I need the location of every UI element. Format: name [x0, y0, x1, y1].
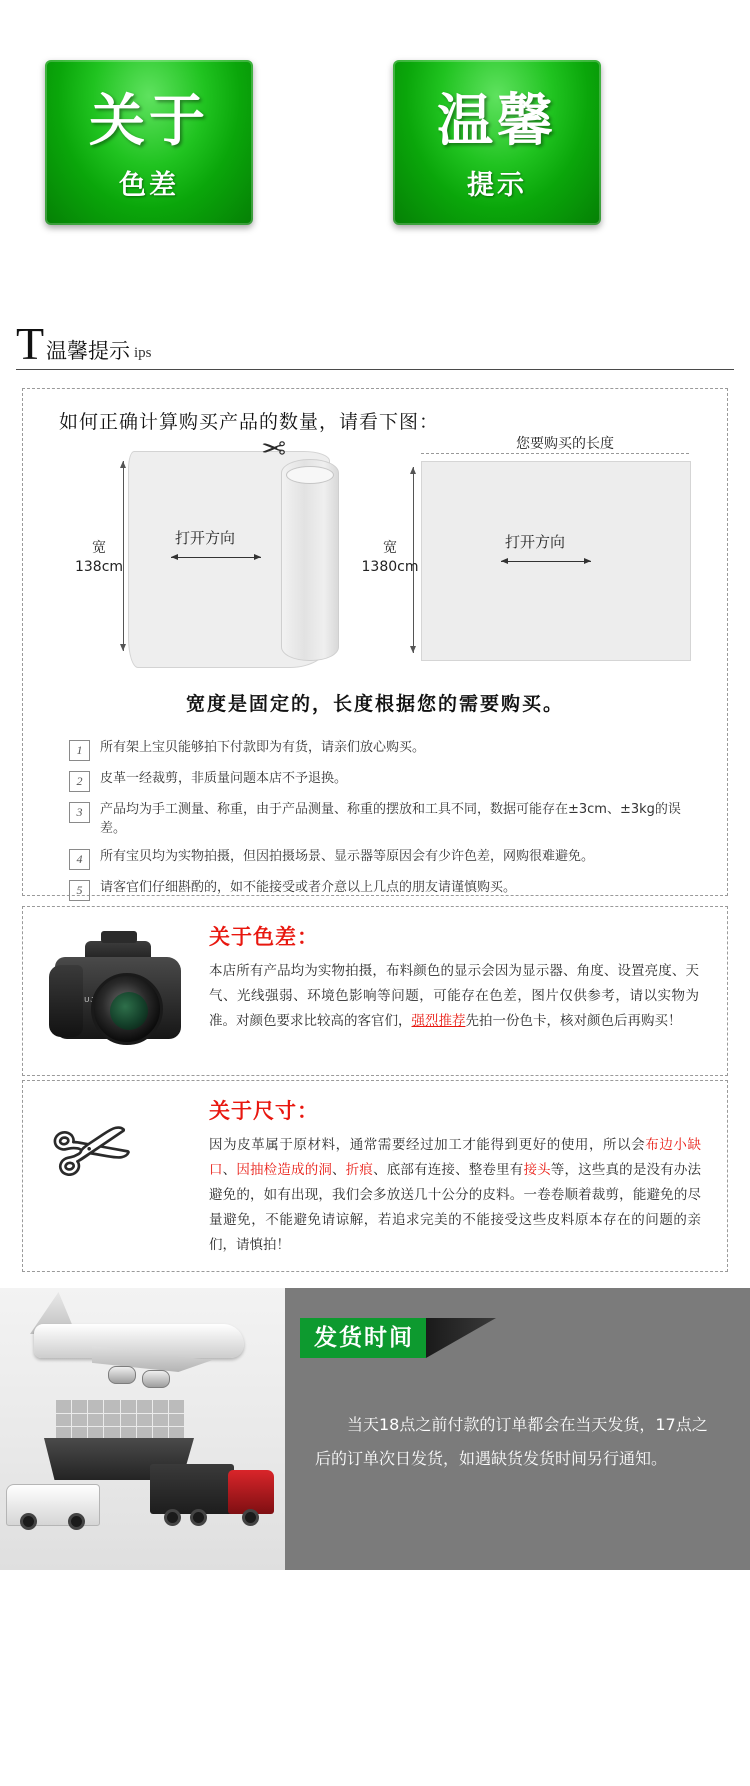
- open-direction-arrow-left: [171, 557, 261, 558]
- size-highlight-1: 布边小缺口: [209, 1137, 702, 1178]
- roll-cylinder-shape: [281, 459, 339, 661]
- van-wheel: [20, 1513, 37, 1530]
- badge-row: [0, 55, 750, 275]
- color-difference-text-part2: 先拍一份色卡，核对颜色后再购买！: [465, 1012, 682, 1029]
- size-text-part2: 、: [222, 1161, 237, 1178]
- size-highlight-3: 折痕: [345, 1161, 374, 1178]
- camera-flash-shape: [101, 931, 137, 943]
- badge-color-difference-title: 关于: [89, 89, 209, 154]
- size-highlight-2: 因抽检造成的洞: [236, 1161, 333, 1178]
- airplane-engine-shape: [108, 1366, 136, 1384]
- size-text-part1: 因为皮革属于原材料，通常需要经过加工才能得到更好的使用，所以会: [209, 1137, 646, 1153]
- badge-warm-tips-title: 温馨: [437, 89, 557, 154]
- list-item-text: 产品均为手工测量、称重，由于产品测量、称重的摆放和工具不同，数据可能存在±3cm、±3kg的误差。: [100, 802, 681, 836]
- open-direction-label-right: 打开方向: [505, 533, 566, 551]
- list-item: [69, 879, 699, 901]
- left-width-dimension: [71, 539, 127, 577]
- list-item-number: 3: [69, 802, 90, 823]
- list-item: [69, 801, 699, 839]
- list-item: [69, 770, 699, 792]
- open-direction-arrow-right: [501, 561, 591, 562]
- truck-icon: [150, 1464, 274, 1520]
- color-difference-panel: [22, 906, 728, 1076]
- list-item: [69, 739, 699, 761]
- list-item-number: 5: [69, 880, 90, 901]
- list-item-text: 所有宝贝均为实物拍摄，但因拍摄场景、显示器等原因会有少许色差，网购很难避免。: [100, 848, 595, 864]
- tips-header-letter: T: [16, 318, 45, 369]
- truck-trailer-shape: [150, 1464, 234, 1514]
- shipping-info-panel: [285, 1288, 750, 1570]
- badge-warm-tips: [393, 60, 601, 225]
- size-panel-title: 关于尺寸：: [209, 1099, 319, 1123]
- badge-warm-tips-subtitle: 提示: [467, 170, 527, 201]
- truck-wheel: [242, 1509, 259, 1526]
- list-item-text: 请客官们仔细斟酌的，如不能接受或者介意以上几点的朋友请谨慎购买。: [100, 879, 517, 895]
- truck-wheel: [164, 1509, 181, 1526]
- list-item-number: 1: [69, 740, 90, 761]
- terms-list: [69, 739, 699, 910]
- list-item-number: 2: [69, 771, 90, 792]
- shipping-time-tag: [300, 1318, 496, 1358]
- camera-grip-shape: [49, 965, 83, 1037]
- length-label: 您要购买的长度: [516, 436, 614, 452]
- tips-header-english: ips: [134, 345, 152, 361]
- left-width-value: 138cm: [74, 558, 124, 575]
- shipping-tag-arrow: [426, 1318, 496, 1358]
- airplane-engine-shape: [142, 1370, 170, 1388]
- color-difference-title: 关于色差：: [209, 925, 319, 949]
- list-item-text: 所有架上宝贝能够拍下付款即为有货，请亲们放心购买。: [100, 740, 426, 755]
- open-direction-label-left: 打开方向: [175, 529, 236, 547]
- tips-header-chinese: 温馨提示: [46, 339, 130, 363]
- truck-wheel: [190, 1509, 207, 1526]
- van-icon: [6, 1484, 98, 1532]
- shipping-time-label: 发货时间: [300, 1318, 426, 1358]
- right-width-dimension: [359, 539, 421, 577]
- badge-color-difference-subtitle: 色差: [119, 170, 179, 201]
- tips-header: [16, 318, 734, 373]
- tips-header-divider: [16, 369, 734, 370]
- scissors-icon: ✄: [43, 1093, 140, 1209]
- size-panel-text: [209, 1133, 701, 1258]
- shipping-containers-icon: [56, 1400, 184, 1440]
- camera-lens-shape: [91, 973, 163, 1045]
- camera-icon: [41, 921, 201, 1051]
- badge-color-difference: [45, 60, 253, 225]
- size-highlight-4: 接头: [523, 1161, 551, 1178]
- size-panel: [22, 1080, 728, 1272]
- color-difference-text-part1: 本店所有产品均为实物拍摄，布料颜色的显示会因为显示器、角度、设置亮度、天气、光线强弱、环境色影响等问题，可能存在色差，图片仅供参考，请以实物为准。对颜色要求比较高的客官们，: [209, 963, 699, 1029]
- quantity-guide-box: [22, 388, 728, 896]
- size-text-part5: 等，这些真的是没有办法避免的，如有出现，我们会多放送几十公分的皮料。一卷卷顺着裁剪，能避免的尽量避免，不能避免请谅解，若追求完美的不能接受这些皮料原本存在的问题的亲们，请慎拍！: [209, 1161, 702, 1253]
- quantity-guide-title: 如何正确计算购买产品的数量，请看下图：: [59, 411, 440, 433]
- color-difference-text: [209, 959, 699, 1034]
- fixed-width-note: 宽度是固定的，长度根据您的需要购买。: [185, 693, 564, 715]
- scissors-icon: ✂: [261, 430, 287, 463]
- color-difference-highlight: 强烈推荐: [411, 1012, 466, 1029]
- van-wheel: [68, 1513, 85, 1530]
- list-item-number: 4: [69, 849, 90, 870]
- size-text-part4: 、底部有连接、整卷里有: [373, 1161, 524, 1178]
- left-width-label: 宽: [92, 540, 106, 556]
- right-width-label: 宽: [383, 540, 397, 556]
- shipping-time-text: 当天18点之前付款的订单都会在当天发货，17点之后的订单次日发货，如遇缺货发货时间另行通知。: [315, 1415, 708, 1468]
- list-item-text: 皮革一经裁剪，非质量问题本店不予退换。: [100, 771, 348, 786]
- roll-diagram: [23, 430, 727, 689]
- logistics-image: [0, 1288, 285, 1570]
- list-item: [69, 848, 699, 870]
- size-text-part3: 、: [332, 1161, 346, 1178]
- right-width-value: 1380cm: [361, 558, 419, 575]
- truck-cab-shape: [228, 1470, 274, 1514]
- shipping-section: [0, 1288, 750, 1570]
